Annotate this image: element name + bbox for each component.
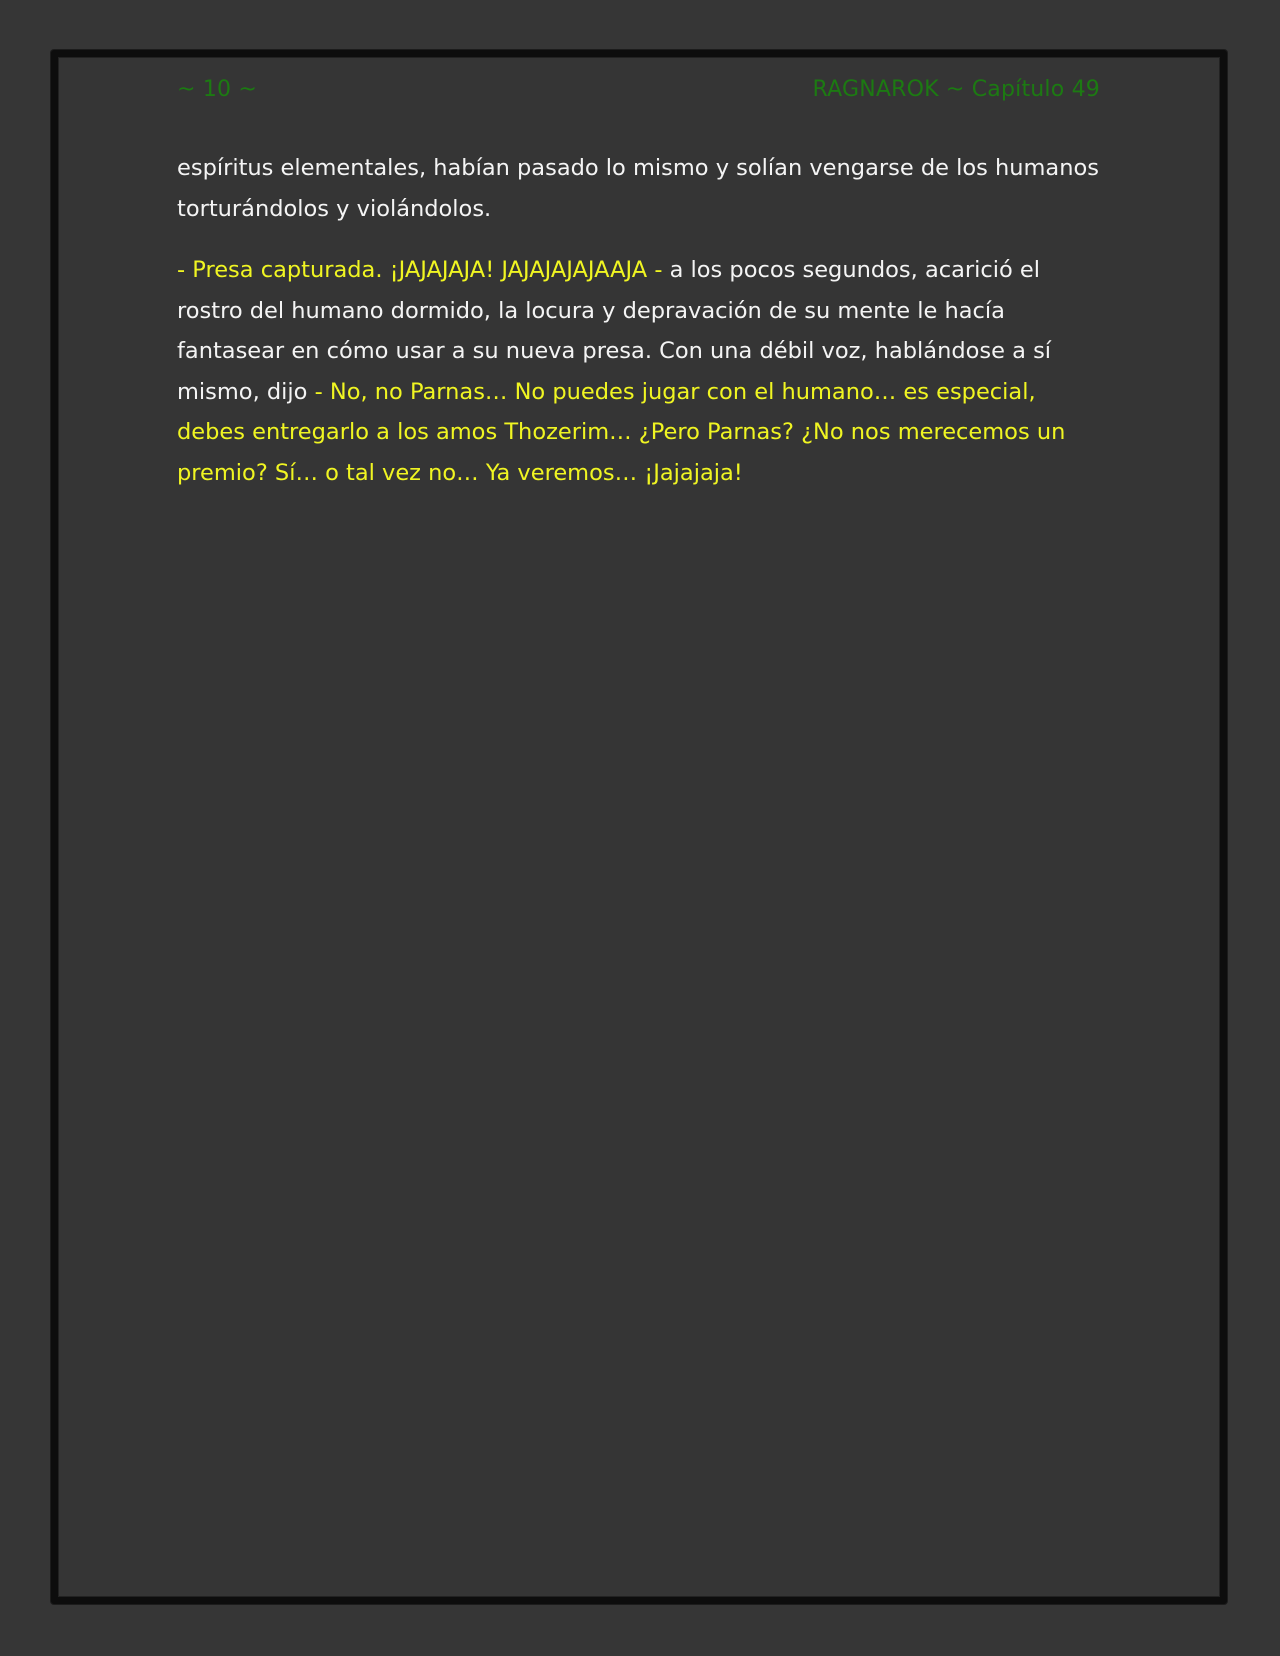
narration-text: espíritus elementales, habían pasado lo mismo y solían vengarse de los humanos torturándolos y violándolos.: [177, 155, 1099, 222]
paragraph: [177, 250, 1107, 493]
narration-text: a los pocos segundos, acarició el rostro del humano dormido, la locura y depravación de su mente le hacía fantasear en cómo usar a su nueva presa. Con una débil voz, hablándose a sí mismo, dijo: [177, 257, 1052, 405]
dialogue-text: - No, no Parnas… No puedes jugar con el humano… es especial, debes entregarlo a los amos Thozerim… ¿Pero Parnas? ¿No nos merecemos un premio? Sí… o tal vez no… Ya veremos… ¡Jajajaja!: [177, 378, 1066, 486]
body-text: [177, 148, 1107, 514]
paragraph: [177, 148, 1107, 229]
dialogue-text: - Presa capturada. ¡JAJAJAJA! JAJAJAJAJAAJA -: [177, 257, 663, 283]
running-title: RAGNAROK ~ Capítulo 49: [812, 77, 1100, 102]
page-header: [177, 77, 1100, 111]
page-number: ~ 10 ~: [177, 77, 258, 102]
